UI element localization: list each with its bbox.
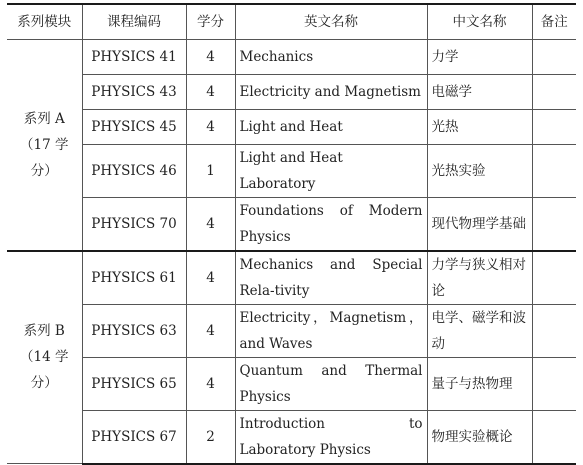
course-note	[532, 144, 576, 197]
course-english-name: Light and Heat	[235, 109, 427, 144]
table-row	[7, 197, 576, 251]
table-row	[7, 74, 576, 109]
table-row	[7, 251, 576, 305]
group-cell-a	[7, 39, 82, 251]
course-code: PHYSICS 45	[82, 109, 186, 144]
course-code: PHYSICS 41	[82, 39, 186, 74]
group-credits: （14 学分）	[20, 349, 69, 392]
course-english-name: Mechanics	[235, 39, 427, 74]
header-cell-code: 课程编码	[82, 4, 186, 39]
group-name: 系列 B	[23, 323, 65, 340]
course-english-name: Quantum and Thermal Physics	[235, 357, 427, 410]
group-name: 系列 A	[23, 110, 65, 127]
course-credit: 4	[186, 304, 235, 357]
course-note	[532, 251, 576, 305]
course-code: PHYSICS 61	[82, 251, 186, 305]
course-english-name: Light and Heat Laboratory	[235, 144, 427, 197]
group-cell-b	[7, 251, 82, 464]
table-row	[7, 39, 576, 74]
header-cell-credit: 学分	[186, 4, 235, 39]
table-row	[7, 304, 576, 357]
table-row	[7, 144, 576, 197]
course-chinese-name: 力学	[427, 39, 532, 74]
course-credit: 4	[186, 357, 235, 410]
course-chinese-name: 现代物理学基础	[427, 197, 532, 251]
course-note	[532, 109, 576, 144]
course-english-name: Introduction to Laboratory Physics	[235, 410, 427, 464]
course-english-name: Foundations of Modern Physics	[235, 197, 427, 251]
course-code: PHYSICS 65	[82, 357, 186, 410]
course-code: PHYSICS 43	[82, 74, 186, 109]
table-row	[7, 410, 576, 464]
course-note	[532, 410, 576, 464]
header-cell-note: 备注	[532, 4, 576, 39]
group-credits: （17 学分）	[20, 136, 69, 179]
table-row	[7, 109, 576, 144]
course-code: PHYSICS 46	[82, 144, 186, 197]
course-chinese-name: 电学、磁学和波动	[427, 304, 532, 357]
course-english-name: Electricity and Magnetism	[235, 74, 427, 109]
course-note	[532, 197, 576, 251]
header-cell-module: 系列模块	[7, 4, 82, 39]
course-table	[7, 3, 576, 465]
course-chinese-name: 电磁学	[427, 74, 532, 109]
course-chinese-name: 物理实验概论	[427, 410, 532, 464]
course-credit: 1	[186, 144, 235, 197]
course-credit: 4	[186, 109, 235, 144]
header-cell-chinese: 中文名称	[427, 4, 532, 39]
course-code: PHYSICS 70	[82, 197, 186, 251]
course-credit: 4	[186, 39, 235, 74]
course-credit: 4	[186, 74, 235, 109]
course-english-name: Electricity，Magnetism，and Waves	[235, 304, 427, 357]
course-chinese-name: 光热实验	[427, 144, 532, 197]
course-note	[532, 74, 576, 109]
course-credit: 2	[186, 410, 235, 464]
table-row	[7, 357, 576, 410]
course-chinese-name: 光热	[427, 109, 532, 144]
course-credit: 4	[186, 197, 235, 251]
course-note	[532, 357, 576, 410]
course-credit: 4	[186, 251, 235, 305]
course-note	[532, 304, 576, 357]
course-code: PHYSICS 67	[82, 410, 186, 464]
header-row	[7, 4, 576, 39]
course-chinese-name: 量子与热物理	[427, 357, 532, 410]
course-note	[532, 39, 576, 74]
course-chinese-name: 力学与狭义相对论	[427, 251, 532, 305]
course-english-name: Mechanics and Special Rela-tivity	[235, 251, 427, 305]
header-cell-english: 英文名称	[235, 4, 427, 39]
course-code: PHYSICS 63	[82, 304, 186, 357]
